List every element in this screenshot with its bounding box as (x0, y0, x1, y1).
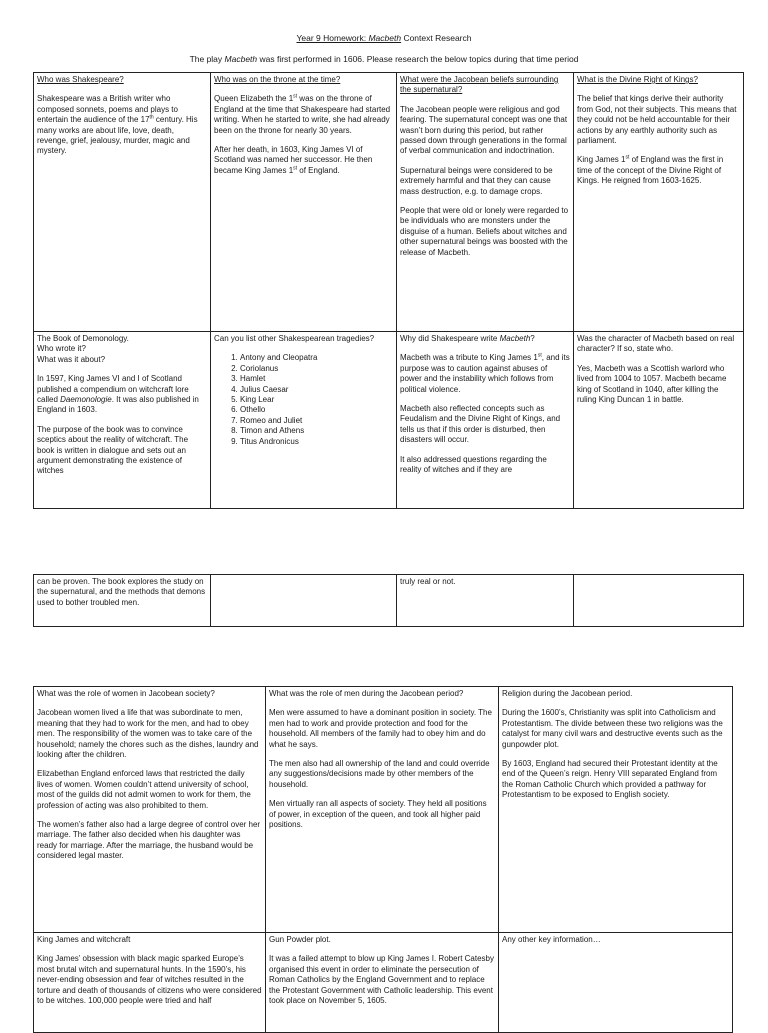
question: What is the Divine Right of Kings? (577, 75, 698, 84)
answer: People that were old or lonely were regarded to be individuals who are monsters under the disguise of a human. Beliefs about witches and other supernatural beings was boosted with the release of Macbeth. (400, 206, 569, 257)
cell-demonology (34, 332, 211, 509)
answer: Shakespeare was a British writer who composed sonnets, poems and plays to entertain the audience of the 17th century. His many works are about life, love, death, revenge, grief, jealousy, murder, magic and mystery. (37, 94, 198, 156)
table-row (34, 332, 744, 509)
answer: King James’ obsession with black magic sparked Europe’s most brutal witch and supernatural hunts. In the 1590’s, his never-ending obsession and fear of witches resulted in the torture and death of thousands of citizens who were considered to be witches. 100,000 people were tried and half (37, 954, 262, 1006)
question: What was it about? (37, 354, 106, 364)
cell-empty (574, 575, 744, 627)
cell-other-info (499, 933, 733, 1033)
question: What was the role of men during the Jacobean period? (269, 689, 464, 698)
list-item: 8. Timon and Athens (240, 426, 393, 436)
answer: In 1597, King James VI and I of Scotland published a compendium on witchcraft lore called Daemonologie. It was also published in England in 1603. (37, 374, 199, 415)
question: Why did Shakespeare write Macbeth? (400, 334, 535, 343)
subtitle: The play Macbeth was first performed in 1606. Please research the below topics during that time period (189, 54, 579, 64)
answer: The men also had all ownership of the land and could override any suggestions/decisions made by other members of the household. (269, 759, 490, 789)
answer: The purpose of the book was to convince sceptics about the reality of witchcraft. The book is written in dialogue and sets out an argument demonstrating the existence of witches (37, 424, 189, 476)
answer: The women’s father also had a large degree of control over her marriage. The father also decided when his daughter was ready for marriage. After the marriage, the husband would be considered legal master. (37, 820, 261, 861)
cell-men (266, 687, 499, 933)
cell-women (34, 687, 266, 933)
list-item: 3. Hamlet (240, 374, 393, 384)
cell-why-macbeth-cont: truly real or not. (397, 575, 574, 627)
answer: Elizabethan England enforced laws that restricted the daily lives of women. Women couldn’t attend university of school, most of the guilds did not admit women to work for them, the profession of acting was also prohibited to them. (37, 769, 251, 810)
answer: The Jacobean people were religious and god fearing. The supernatural concept was one that wasn’t born during this period, but rather passed down through generations in the formal of verbal communication and indoctrination. (400, 104, 568, 156)
list-item: 1. Antony and Cleopatra (240, 353, 393, 363)
table-row (34, 73, 744, 332)
question: Can you list other Shakespearean tragedies? (214, 334, 375, 343)
question: What were the Jacobean beliefs surrounding the supernatural? (400, 75, 559, 95)
cell-throne (211, 73, 397, 332)
cell-divine-right (574, 73, 744, 332)
list-item: 2. Coriolanus (240, 364, 393, 374)
answer: Men were assumed to have a dominant position in society. The men had to work and provide protection and food for the household. All members of the family had to obey him and do what he says. (269, 708, 492, 749)
question: King James and witchcraft (37, 935, 131, 944)
table-row (34, 575, 744, 627)
cell-supernatural (397, 73, 574, 332)
tragedies-list (214, 353, 393, 447)
list-item: 9. Titus Andronicus (240, 437, 393, 447)
answer: Jacobean women lived a life that was subordinate to men, meaning that they had to work for the men, and had to obey men. The responsibility of the women was to take care of the household; namely the chores such as the dishes, laundry and looking after the children. (37, 708, 259, 760)
cell-empty (211, 575, 397, 627)
question: Religion during the Jacobean period. (502, 689, 633, 698)
answer: Queen Elizabeth the 1st was on the throne of England at the time that Shakespeare had started writing. When he started to write, she had already been on the throne for nearly 30 years. (214, 93, 391, 135)
question: Any other key information… (502, 935, 601, 944)
cell-witchcraft (34, 933, 266, 1033)
cell-demonology-cont: can be proven. The book explores the study on the supernatural, and the methods that demons used to bother troubled men. (34, 575, 211, 627)
answer: Supernatural beings were considered to be extremely harmful and that they can cause mass destruction, e.g. to damage crops. (400, 165, 553, 196)
list-item: 4. Julius Caesar (240, 385, 393, 395)
list-item: 6. Othello (240, 405, 393, 415)
title: Year 9 Homework: Macbeth Context Research (296, 33, 472, 43)
answer: King James 1st of England was the first in time of the concept of the Divine Right of Kings. He reigned from 1603-1625. (577, 154, 724, 186)
answer: Men virtually ran all aspects of society. They held all positions of power, in exception of the queen, and took all higher paid positions. (269, 799, 487, 830)
answer: During the 1600’s, Christianity was split into Catholicism and Protestantism. The divide between these two religions was the catalyst for many civil wars and destructive events such as the gunpowder plot. (502, 708, 723, 749)
question: Who was Shakespeare? (37, 75, 124, 84)
context-table-continuation (33, 574, 744, 627)
list-item: 5. King Lear (240, 395, 393, 405)
cell-real-character (574, 332, 744, 509)
society-table (33, 686, 733, 1033)
cell-gunpowder (266, 933, 499, 1033)
question: Gun Powder plot. (269, 935, 331, 944)
context-table-top (33, 72, 744, 509)
answer: Macbeth was a tribute to King James 1st, and its purpose was to caution against abuses of power and the instability which follows from political violence. (400, 352, 570, 394)
answer: Yes, Macbeth was a Scottish warlord who lived from 1004 to 1057. Macbeth became king of Scotland in 1040, after killing the ruling King Duncan 1 in battle. (577, 363, 727, 405)
answer: It was a failed attempt to blow up King James I. Robert Catesby organised this event in order to eliminate the persecution of Roman Catholics by the England Government and to replace the Protestant Government with Catholic leadership. This event took place on November 5, 1605. (269, 954, 494, 1006)
question: What was the role of women in Jacobean society? (37, 689, 215, 698)
list-item: 7. Romeo and Juliet (240, 416, 393, 426)
cell-shakespeare (34, 73, 211, 332)
answer: It also addressed questions regarding the reality of witches and if they are (400, 454, 547, 475)
answer: By 1603, England had secured their Protestant identity at the end of the Queen’s reign. Henry VIII separated England from the Roman Catholic Church which provided a pathway for Protestantism to be exposed to English society. (502, 759, 718, 800)
cell-why-macbeth (397, 332, 574, 509)
question: Was the character of Macbeth based on real character? If so, state who. (577, 334, 735, 354)
question: Who was on the throne at the time? (214, 75, 341, 84)
table-row (34, 933, 733, 1033)
answer: The belief that kings derive their authority from God, not their subjects. This means that they could not be held accountable for their actions by any earthly authority such as parliament. (577, 94, 737, 146)
cell-tragedies (211, 332, 397, 509)
cell-religion (499, 687, 733, 933)
question: The Book of Demonology. (37, 334, 129, 343)
answer: After her death, in 1603, King James VI of Scotland was named her successor. He then became King James 1st of England. (214, 145, 373, 175)
answer: Macbeth also reflected concepts such as Feudalism and the Divine Right of Kings, and tells us that if this order is disturbed, then disasters will occur. (400, 404, 561, 445)
title-underlined: Year 9 Homework: Macbeth (296, 33, 402, 43)
question: Who wrote it? (37, 344, 86, 354)
table-row (34, 687, 733, 933)
